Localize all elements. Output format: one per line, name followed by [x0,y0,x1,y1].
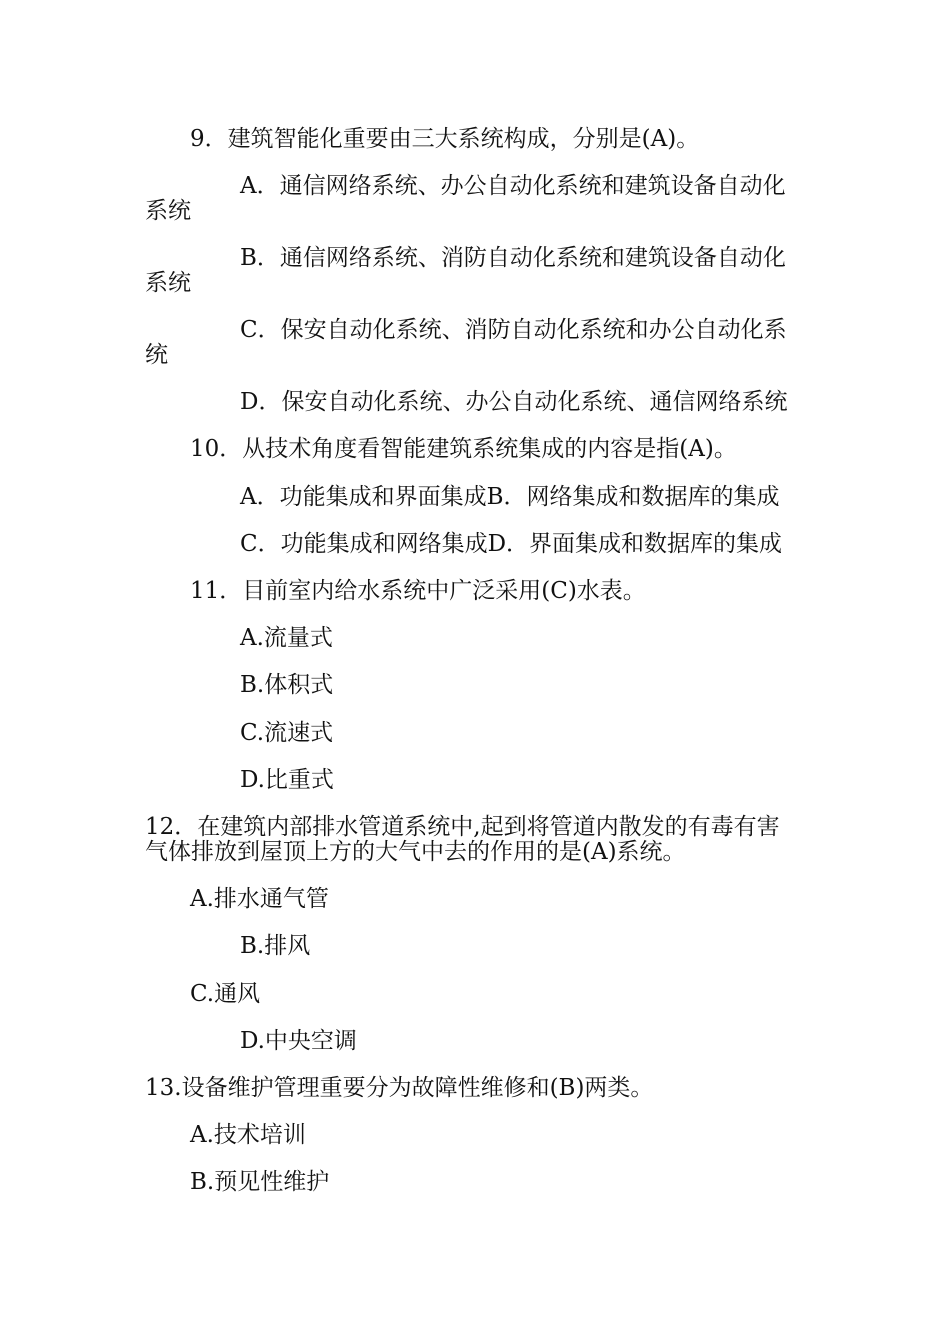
question-9-stem: 9．建筑智能化重要由三大系统构成，分别是(A)。 [190,126,700,152]
question-12-stem: 12．在建筑内部排水管道系统中,起到将管道内散发的有毒有害 [145,814,780,840]
question-11-option-c: C.流速式 [240,720,334,746]
question-9-option-c-continuation: 统 [145,342,168,368]
question-11-option-d: D.比重式 [240,767,334,793]
question-11-option-b: B.体积式 [240,672,334,698]
question-10-options-cd: C．功能集成和网络集成D．界面集成和数据库的集成 [240,531,783,557]
question-9-option-d: D．保安自动化系统、办公自动化系统、通信网络系统 [240,389,788,415]
question-9-option-a: A．通信网络系统、办公自动化系统和建筑设备自动化 [240,173,786,199]
question-11-stem: 11．目前室内给水系统中广泛采用(C)水表。 [190,578,646,604]
question-11-option-a: A.流量式 [240,625,333,651]
question-12-option-b: B.排风 [240,933,311,959]
question-12-option-c: C.通风 [190,981,261,1007]
question-9-option-c: C．保安自动化系统、消防自动化系统和办公自动化系 [240,317,787,343]
question-12-option-d: D.中央空调 [240,1028,357,1054]
question-10-stem: 10．从技术角度看智能建筑系统集成的内容是指(A)。 [190,436,737,462]
question-12-option-a: A.排水通气管 [190,886,329,912]
question-13-option-b: B.预见性维护 [190,1169,330,1195]
question-9-option-b-continuation: 系统 [145,270,191,296]
question-13-option-a: A.技术培训 [190,1122,306,1148]
question-13-stem: 13.设备维护管理重要分为故障性维修和(B)两类。 [145,1075,654,1101]
question-12-stem-continuation: 气体排放到屋顶上方的大气中去的作用的是(A)系统。 [145,839,686,865]
question-10-options-ab: A．功能集成和界面集成B．网络集成和数据库的集成 [240,484,780,510]
question-9-option-a-continuation: 系统 [145,198,191,224]
question-9-option-b: B．通信网络系统、消防自动化系统和建筑设备自动化 [240,245,786,271]
